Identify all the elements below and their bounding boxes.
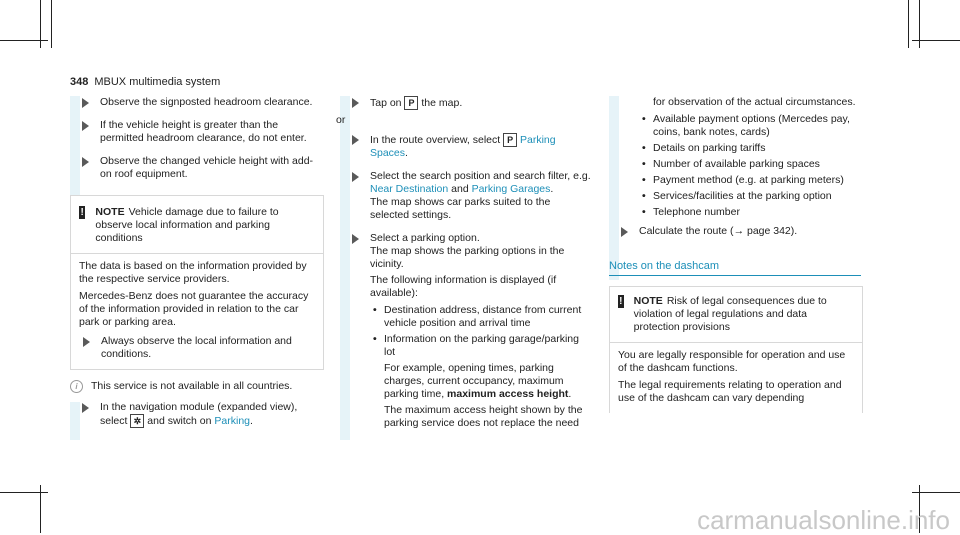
step: Tap on P the map. bbox=[340, 96, 592, 110]
arrow-icon bbox=[352, 172, 359, 182]
step: In the route overview, select P Parking Spaces. bbox=[340, 133, 592, 160]
column-2: Tap on P the map. or In the route overview, select P Parking Spaces. Select the search position and search filter, e.g. Near Destination and Parking Garages. The map shows car parks suited to the selected settings. Select a parking option. The map shows the parking options in the vicinity. The following information is displayed (if available): • Destination address, distance from current vehicle position and arrival time • Information on the parking garage/parking lot For example, opening times, parking charges, current occupancy, maximum parking time, maximum access height. The maximum access height shown by the parking service does not replace the need bbox=[336, 96, 591, 429]
note-text: The legal requirements relating to operation and use of the dashcam can vary depending bbox=[618, 379, 842, 404]
step: Observe the changed vehicle height with add-on roof equipment. bbox=[70, 155, 322, 181]
arrow-icon bbox=[352, 234, 359, 244]
step: Select a parking option. The map shows the parking options in the vicinity. The following information is displayed (if available): bbox=[340, 232, 592, 300]
column-3 bbox=[609, 96, 861, 413]
arrow-icon bbox=[83, 337, 90, 347]
note-box: ! NOTE Risk of legal consequences due to violation of legal regulations and data protection provisions You are legally responsible for operation and use of the dashcam functions. The legal requirements relating to operation and use of the dashcam can vary depending bbox=[609, 286, 863, 413]
arrow-icon bbox=[82, 121, 89, 131]
section-title: Notes on the dashcam bbox=[609, 260, 861, 276]
arrow-icon bbox=[352, 98, 359, 108]
page-number: 348 bbox=[70, 76, 89, 88]
list-item: • Telephone number bbox=[642, 206, 740, 218]
parking-icon: P bbox=[404, 96, 418, 110]
list-item: • Details on parking tariffs bbox=[642, 142, 766, 154]
step: In the navigation module (expanded view), select ✲ and switch on Parking. bbox=[70, 401, 322, 428]
note-text: The data is based on the information provided by the respective service providers. bbox=[79, 260, 307, 285]
list-item: • Payment method (e.g. at parking meters) bbox=[642, 174, 844, 186]
info-icon: i bbox=[70, 380, 83, 393]
note-box: ! NOTE Vehicle damage due to failure to observe local information and parking conditions The data is based on the information provided by the respective service providers. Mercedes-Benz does not guarantee the accuracy of the information provided in relation to the car park or parking area. Always observe the local information and conditions. bbox=[70, 195, 324, 370]
crop-mark bbox=[0, 492, 48, 493]
page-header bbox=[70, 76, 220, 89]
settings-icon: ✲ bbox=[130, 414, 144, 428]
watermark: carmanualsonline.info bbox=[697, 505, 950, 535]
warning-icon: ! bbox=[80, 207, 84, 218]
continued-text: for observation of the actual circumstances. bbox=[653, 96, 856, 108]
list-item: • Information on the parking garage/parking lot bbox=[373, 333, 579, 358]
crop-mark bbox=[51, 0, 52, 48]
note-text: You are legally responsible for operation and use of the dashcam functions. bbox=[618, 349, 846, 374]
or-text: or bbox=[336, 114, 346, 126]
arrow-icon bbox=[621, 227, 628, 237]
arrow-icon bbox=[82, 403, 89, 413]
warning-icon: ! bbox=[619, 296, 623, 307]
note-text: Mercedes-Benz does not guarantee the accuracy of the information provided in relation to the car park or parking area. bbox=[79, 290, 309, 328]
arrow-icon bbox=[82, 98, 89, 108]
column-1 bbox=[70, 96, 322, 438]
step: If the vehicle height is greater than the permitted headroom clearance, do not enter. bbox=[70, 119, 322, 145]
list-item: • Destination address, distance from current vehicle position and arrival time bbox=[373, 304, 582, 329]
step: Observe the signposted headroom clearance. bbox=[70, 96, 322, 109]
crop-mark bbox=[912, 492, 960, 493]
parking-icon: P bbox=[503, 133, 517, 147]
list-item: • Number of available parking spaces bbox=[642, 158, 820, 170]
crop-mark bbox=[0, 40, 48, 41]
arrow-icon bbox=[82, 157, 89, 167]
list-item: • Available payment options (Mercedes pay, coins, bank notes, cards) bbox=[642, 113, 850, 138]
page-ref-arrow: → bbox=[733, 225, 745, 237]
step: Select the search position and search filter, e.g. Near Destination and Parking Garages. The map shows car parks suited to the selected settings. bbox=[340, 170, 592, 222]
step: Calculate the route (→ page 342). bbox=[609, 225, 861, 238]
page-title: MBUX multimedia system bbox=[94, 76, 221, 88]
info-note: i This service is not available in all countries. bbox=[70, 380, 322, 393]
crop-mark bbox=[908, 0, 909, 48]
arrow-icon bbox=[352, 135, 359, 145]
crop-mark bbox=[912, 40, 960, 41]
list-item: • Services/facilities at the parking option bbox=[642, 190, 832, 202]
step: Always observe the local information and conditions. bbox=[79, 335, 315, 361]
